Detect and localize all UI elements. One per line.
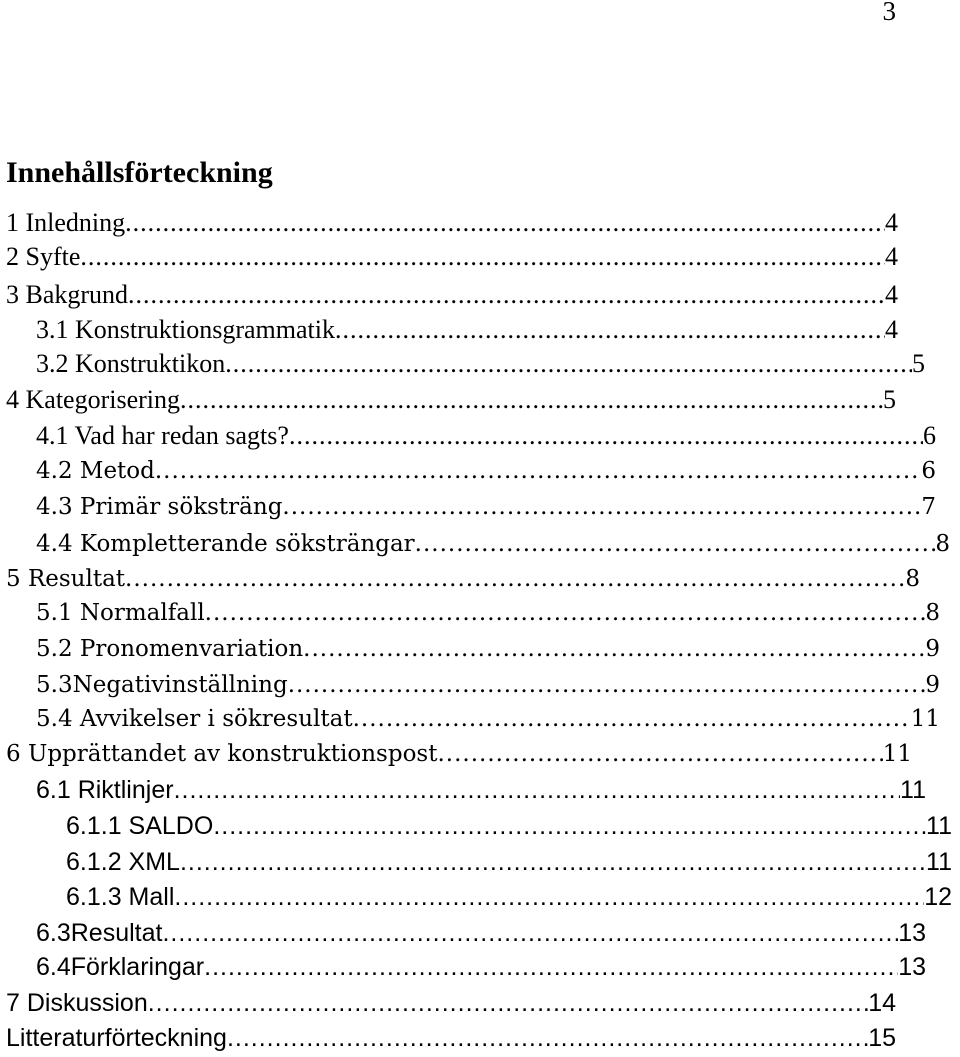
toc-label: 1 Inledning	[6, 208, 126, 237]
dot-leader	[289, 419, 923, 453]
toc-entry-3[interactable]	[6, 278, 898, 312]
toc-label: 4.1 Vad har redan sagts?	[36, 421, 289, 450]
toc-label: 4.2 Metod	[36, 458, 155, 484]
dot-leader	[415, 527, 936, 561]
toc-entry-6-1-3[interactable]	[66, 880, 952, 914]
dot-leader	[225, 347, 912, 381]
toc-page: 9	[925, 636, 940, 662]
toc-page: 11	[910, 706, 940, 732]
toc-entry-3-2[interactable]	[36, 347, 925, 381]
toc-label: 6.1.1 SALDO	[66, 812, 214, 840]
dot-leader	[162, 916, 898, 950]
toc-label: 6.1 Riktlinjer	[36, 776, 174, 804]
dot-leader	[180, 383, 883, 417]
toc-entry-5-1[interactable]	[36, 596, 940, 630]
toc-page: 7	[921, 494, 936, 520]
dot-leader	[204, 950, 898, 984]
toc-entry-5-4[interactable]	[36, 702, 940, 736]
toc-label: Litteraturförteckning	[6, 1024, 227, 1052]
toc-entry-1[interactable]	[6, 206, 898, 240]
toc-label: 4.3 Primär söksträng	[36, 494, 283, 520]
toc-entry-6[interactable]	[6, 737, 912, 771]
toc-page: 8	[935, 531, 950, 557]
toc-page: 6	[923, 421, 936, 450]
toc-label: 4.4 Kompletterande söksträngar	[36, 531, 415, 557]
toc-label: 3 Bakgrund	[6, 280, 129, 309]
toc-entry-5[interactable]	[6, 562, 920, 596]
toc-label: 4 Kategorisering	[6, 385, 181, 414]
toc-entry-litteratur[interactable]	[6, 1021, 896, 1055]
toc-label: 5.1 Normalfall	[36, 600, 205, 626]
toc-entry-6-1[interactable]	[36, 773, 926, 807]
toc-page: 11	[926, 848, 952, 876]
toc-label: 2 Syfte	[6, 242, 81, 271]
dot-leader	[180, 845, 926, 879]
dot-leader	[174, 880, 924, 914]
dot-leader	[282, 490, 921, 524]
dot-leader	[125, 206, 885, 240]
dot-leader	[148, 986, 868, 1020]
toc-page: 5	[912, 349, 925, 378]
toc-label: 5.2 Pronomenvariation	[36, 636, 304, 662]
toc-entry-6-1-2[interactable]	[66, 845, 952, 879]
toc-page: 4	[885, 242, 898, 271]
toc-entry-4-3[interactable]	[36, 490, 936, 524]
toc-page: 5	[883, 385, 896, 414]
toc-label: 5.3Negativinställning	[36, 672, 288, 698]
toc-label: 7 Diskussion	[6, 989, 148, 1017]
toc-page: 11	[882, 741, 912, 767]
toc-label: 6 Upprättandet av konstruktionspost	[6, 741, 438, 767]
toc-page: 13	[898, 919, 926, 947]
toc-entry-5-3[interactable]	[36, 668, 940, 702]
dot-leader	[205, 596, 926, 630]
toc-label: 5 Resultat	[6, 566, 126, 592]
dot-leader	[213, 809, 926, 843]
toc-label: 5.4 Avvikelser i sökresultat	[36, 706, 353, 732]
dot-leader	[303, 632, 925, 666]
dot-leader	[128, 278, 885, 312]
toc-page: 8	[925, 600, 940, 626]
page-number: 3	[882, 0, 896, 26]
dot-leader	[80, 240, 885, 274]
toc-entry-4[interactable]	[6, 383, 896, 417]
toc-page: 11	[926, 812, 952, 840]
dot-leader	[227, 1021, 868, 1055]
toc-page: 11	[900, 776, 926, 804]
toc-entry-6-3[interactable]	[36, 916, 926, 950]
toc-page: 14	[868, 989, 896, 1017]
toc-page: 6	[921, 458, 936, 484]
toc-label: 3.1 Konstruktionsgrammatik	[36, 315, 335, 344]
toc-page: 13	[898, 953, 926, 981]
toc-label: 3.2 Konstruktikon	[36, 349, 226, 378]
toc-entry-4-1[interactable]	[36, 419, 936, 453]
toc-page: 4	[885, 280, 898, 309]
toc-label: 6.4Förklaringar	[36, 953, 205, 981]
toc-page: 15	[868, 1024, 896, 1052]
toc-label: 6.3Resultat	[36, 919, 163, 947]
toc-entry-5-2[interactable]	[36, 632, 940, 666]
toc-page: 12	[924, 883, 952, 911]
dot-leader	[155, 454, 921, 488]
dot-leader	[335, 313, 885, 347]
toc-page: 4	[885, 315, 898, 344]
toc-label: 6.1.2 XML	[66, 848, 180, 876]
toc-page: 8	[905, 566, 920, 592]
dot-leader	[288, 668, 926, 702]
dot-leader	[353, 702, 911, 736]
dot-leader	[437, 737, 882, 771]
toc-entry-6-1-1[interactable]	[66, 809, 952, 843]
toc-label: 6.1.3 Mall	[66, 883, 175, 911]
dot-leader	[125, 562, 905, 596]
toc-entry-3-1[interactable]	[36, 313, 898, 347]
toc-entry-4-4[interactable]	[36, 527, 950, 561]
toc-entry-6-4[interactable]	[36, 950, 926, 984]
toc-page: 9	[925, 672, 940, 698]
toc-entry-4-2[interactable]	[36, 454, 936, 488]
toc-entry-7[interactable]	[6, 986, 896, 1020]
toc-page: 4	[885, 208, 898, 237]
toc-title: Innehållsförteckning	[6, 156, 273, 189]
toc-entry-2[interactable]	[6, 240, 898, 274]
dot-leader	[174, 773, 900, 807]
